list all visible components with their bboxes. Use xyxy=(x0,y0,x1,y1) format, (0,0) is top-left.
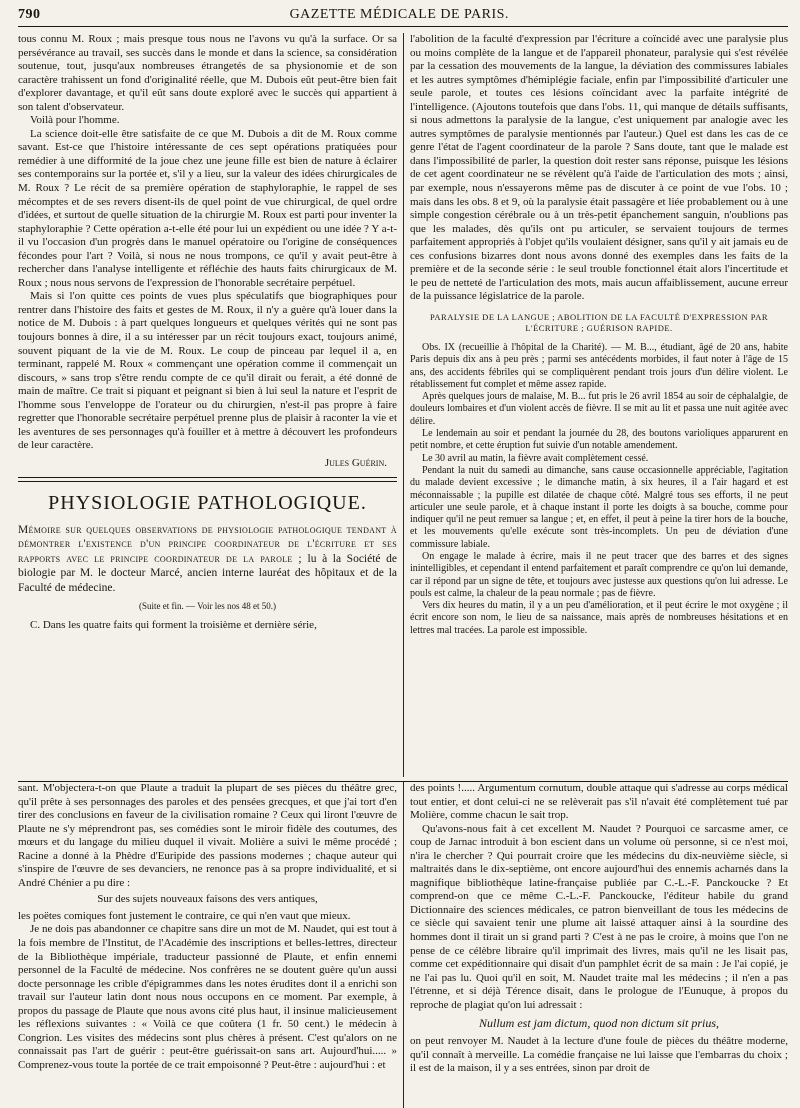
memoir-title-main: Mémoire sur quelques observations de physiologie pathologique tendant à démontrer l'existence d'un principe coordinateur de l'écriture et ses rapports avec le principe coordinateur de la parole ; xyxy=(18,523,397,565)
paragraph: des points !..... Argumentum cornutum, double attaque qui s'adresse au corps médical tout entier, et dont celui-ci ne se relèverait pas s'il n'avait été complètement tué par Molière, comme chacun le sait trop. xyxy=(410,782,788,822)
section-divider xyxy=(18,477,397,482)
paragraph: on peut renvoyer M. Naudet à la lecture d'une foule de pièces du théâtre moderne, qu'il connaît à merveille. La comédie française ne lui laisse que l'embarras du choix ; il est de la maison, il y a ses entrées, sinon par droit de xyxy=(410,1035,788,1075)
memoir-meta: (Suite et fin. — Voir les nos 48 et 50.) xyxy=(139,601,276,612)
paragraph: tous connu M. Roux ; mais presque tous nous ne l'avons vu qu'à la surface. Or sa persévérance au travail, ses succès dans le monde et dans la science, sa considération soutenue, tout, jusqu'aux nombreuses étrangetés de sa physionomie et de son caractère trahissent un fond d'originalité réelle, que M. Dubois eût peut-être bien fait d'explorer davantage, et qu'il eût sans doute exploré avec le succès qui appartient à son talent d'observateur. xyxy=(18,33,397,113)
author-signature: Jules Guérin. xyxy=(324,456,387,469)
page-header xyxy=(18,4,788,27)
latin-quote: Nullum est jam dictum, quod non dictum sit prius, xyxy=(479,1016,719,1031)
paragraph: Obs. IX (recueillie à l'hôpital de la Charité). — M. B..., étudiant, âgé de 20 ans, habite Paris depuis dix ans à peu près ; parmi ses antécédents morbides, il faut noter à l'âge de 15 ans, des accidents fébriles qui se compliquèrent pendant trois jours d'un délire violent. Le rétablissement fut complet et même assez rapide. xyxy=(410,341,788,390)
left-column-bottom xyxy=(18,782,403,1108)
left-column-top xyxy=(18,33,403,777)
upper-section xyxy=(18,33,788,777)
paragraph: Après quelques jours de malaise, M. B... fut pris le 26 avril 1854 au soir de céphalalgie, de douleurs lombaires et d'un violent accès de fièvre. Il se mit au lit et passa une nuit agitée avec délire. xyxy=(410,391,788,427)
right-column-top xyxy=(403,33,788,777)
paragraph: Pendant la nuit du samedi au dimanche, sans cause occasionnelle appréciable, l'agitation du malade devient excessive ; le dimanche matin, à six heures, il a l'air hagard et est méconnaissable ; la pupille est dilatée de chaque côté. Malgré tous ses efforts, il ne peut articuler une seule parole, et à chaque instant il porte les doigts à sa bouche, comme pour indiquer qu'il ne peut remuer sa langue ; et, en effet, il peut à peine la tirer hors de la bouche, et les mouvements qu'elle exécute sont très-incomplets. Un peu de déviation d'une commissure labiale. xyxy=(410,464,788,550)
paragraph: Mais si l'on quitte ces points de vues plus spéculatifs que biographiques pour rentrer dans l'histoire des faits et gestes de M. Roux, il n'y a guère qu'à louer dans la notice de M. Dubois : à part quelques longueurs et quelques vérités qui ne sont pas toujours bonnes à dire, il a su intéresser par un récit toujours exact, toujours animé, souvent piquant de la vie de M. Roux. Le coup de pinceau par lequel il a, en terminant, rappelé M. Roux « commençant une opération comme il commençait un discours, » sans trop s'être rendu compte de ce qu'il dirait ou ferait, a été donné de main de maître. Ce trait si piquant et peignant si bien à lui seul la nature et l'esprit de l'homme sous l'enveloppe de l'orateur ou du chirurgien, n'est-il pas propre à faire regretter que l'honorable secrétaire perpétuel prenne plus de plaisir à raconter la vie et les aventures de ses personnages qu'à fouiller et à mettre à découvert les profondeurs de leur caractère. xyxy=(18,290,397,452)
paragraph: sant. M'objectera-t-on que Plaute a traduit la plupart de ses pièces du théâtre grec, qu'il prête à ses personnages des paroles et des pensées grecques, et que j'ai tort d'en tirer des conclusions en faveur de la civilisation romaine ? Ceux qui liront l'œuvre de Plaute ne s'y méprendront pas, ses comédies sont le miroir fidèle des coutumes, des mœurs et du langage du milieu duquel il vivait. Molière a suivi le même procédé ; Racine a donné à la Phèdre d'Euripide des passions modernes ; chaque auteur qui s'inspire de l'œuvre de ses devanciers, ne renonce pas à sa propre individualité, et si André Chénier a pu dire : xyxy=(18,782,397,889)
right-column-bottom xyxy=(403,782,788,1108)
paragraph: Qu'avons-nous fait à cet excellent M. Naudet ? Pourquoi ce sarcasme amer, ce coup de Jarnac introduit à bon escient dans un volume où personne, si ce n'est moi, n'ira le chercher ? Qui pourrait croire que les médecins du dix-neuvième siècle, si maltraités dans le dix-septième, ont encore aujourd'hui des ennemis acharnés dans la magnifique bibliothèque latine-française publiée par C.-L.-F. Panckoucke ? Et comprend-on que ce même C.-L.-F. Panckoucke, l'éditeur habile du grand Dictionnaire des sciences médicales, ce patron bienveillant de tous les médecins de ce siècle qui savaient tenir une plume ait laissé attaquer ainsi à la sourdine des hommes dont il tirait un si grand parti ? C'est à ne pas le croire, à moins que l'on ne pense de ce célèbre libraire qu'il imprimait des livres, mais qu'il ne les lisait pas, comme cet expéditionnaire qui disait d'un pamphlet écrit de sa main : Je l'ai copié, je ne l'ai pas lu. Quoi qu'il en soit, M. Naudet traite mal les médecins ; il n'en a pas l'étrenne, et si déjà Térence disait, dans le prologue de l'Eunuque, à propos du reproche de plagiat qu'on lui adressait : xyxy=(410,822,788,1011)
paragraph: On engage le malade à écrire, mais il ne peut tracer que des barres et des signes inintelligibles, et cependant il entend parfaitement et paraît comprendre ce qu'on lui demande, car il répond par un signe de tête, et toujours avec justesse aux questions qu'on lui adresse. Le pouls est calme, la chaleur de la peau normale ; pas de fièvre. xyxy=(410,550,788,599)
paragraph: l'abolition de la faculté d'expression par l'écriture a coïncidé avec une paralysie plus ou moins complète de la langue et de l'appareil phonateur, paralysie qui s'est révélée par la cessation des mouvements de la langue, la déviation des commissures labiales et les autres symptômes d'hémiplégie faciale, enfin par l'impossibilité d'articuler une seule parole, et toutes ces lésions coïncidant avec la parfaite intégrité de l'intelligence. (Ajoutons toutefois que dans l'obs. 11, qui manque de détails suffisants, si nous admettons la paralysie de la langue, c'est uniquement par analogie avec les autres symptômes de paralysie mentionnés par l'auteur.) Quel est dans les cas de ce genre l'état de l'agent coordinateur de la parole ? Sans doute, tant que le malade est dans l'impossibilité de parler, la question doit rester sans réponse, puisque les lésions de cet agent coordinateur ne se révèlent qu'à l'aide de l'articulation des mots ; ainsi, par exemple, nous n'essayerons même pas de discuter à ce point de vue l'obs. 10 ; mais dans les obs. 8 et 9, où la paralysie était passagère et liée probablement ou à une simple congestion cérébrale ou à un très-petit épanchement sanguin, n'oublions pas que les malades, dès qu'ils ont pu articuler, se servaient toujours de termes parfaitement appropriés à l'objet qu'ils voulaient désigner, sans qu'il y ait jamais eu de ces confusions bizarres dont nous avons donné des exemples dans les faits de la première et de la seconde série : le seul trouble fonctionnel était alors l'incertitude et le peu de netteté de l'articulation des mots, mais aucun affaiblissement, aucune erreur de la puissance législatrice de la parole. xyxy=(410,33,788,303)
paragraph: Je ne dois pas abandonner ce chapitre sans dire un mot de M. Naudet, qui est tout à la fois membre de l'Institut, de l'Académie des inscriptions et belles-lettres, directeur de la Bibliothèque impériale, traducteur passionné de Plaute, et enfin ennemi personnel de la Faculté de médecine. Nos confrères ne se doutent guère qu'un aussi docte personnage les crible d'épigrammes dans les notes érudites dont il a enrichi son travail sur l'auteur latin dont nous nous occupons en ce moment. Par exemple, à propos du passage de Plaute que nous avons cité plus haut, il insinue malicieusement les réflexions suivantes : « Voilà ce que coûtera (1 fr. 50 cent.) le médecin à Congrion. Les visites des médecins sont plus chères à présent. C'est qu'alors on ne connaissait pas l'art de guérir : peut-être guérissait-on sans art. Aujourd'hui..... » Comprenez-vous toute la portée de ce trait empoisonné ? Peut-être : aujourd'hui : et xyxy=(18,923,397,1071)
paragraph: La science doit-elle être satisfaite de ce que M. Dubois a dit de M. Roux comme savant. Est-ce que l'histoire intéressante de ces sept opérations pratiquées pour remédier à une difformité de la joue chez une jeune fille est bien de nature à éclairer ses contemporains sur la portée et, s'il y a lieu, sur la valeur des idées chirurgicales de M. Roux ? Le récit de sa première opération de staphyloraphie, le rappel de ses mécomptes et de ses revers disent-ils de quel point de vue chirurgical, de quel ordre d'idées, et surtout de quelle situation de la chirurgie M. Roux est parti pour inventer la staphyloraphie ? Cette opération a-t-elle été pour lui un expédient ou une idée ? Y a-t-il vu l'occasion d'un progrès dans le manuel opératoire ou l'origine de conséquences fécondes pour l'art ? Voilà, si nous ne nous trompons, ce qu'il y avait peut-être à rechercher dans l'analyse intelligente et réfléchie des hauts faits chirurgicaux de M. Roux ; nous nous servons de l'expression de l'honorable secrétaire perpétuel. xyxy=(18,127,397,289)
paragraph: Voilà pour l'homme. xyxy=(30,114,120,127)
page-number: 790 xyxy=(18,7,41,22)
journal-title: GAZETTE MÉDICALE DE PARIS. xyxy=(289,7,509,22)
paragraph: Le 30 avril au matin, la fièvre avait complètement cessé. xyxy=(422,452,649,464)
paragraph: les poëtes comiques font justement le contraire, ce qui n'en vaut que mieux. xyxy=(18,909,351,922)
observation-text xyxy=(410,342,788,637)
memoir-title xyxy=(18,523,397,596)
observation-heading: PARALYSIE DE LA LANGUE ; ABOLITION DE LA FACULTÉ D'EXPRESSION PAR L'ÉCRITURE ; GUÉRISON RAPIDE. xyxy=(429,311,769,333)
lower-section xyxy=(18,782,788,1108)
memoir-title-rest: lu à la Société de biologie par M. le docteur Marcé, ancien interne lauréat des hôpitaux et de la Faculté de médecine. xyxy=(18,552,397,594)
paragraph: Vers dix heures du matin, il y a un peu d'amélioration, et il peut écrire le mot oxygène ; il écrit encore son nom, le lieu de sa naissance, mais après de nombreuses hésitations et en lettres mal tracées. La parole est impossible. xyxy=(410,600,788,636)
section-title: PHYSIOLOGIE PATHOLOGIQUE. xyxy=(48,491,367,514)
verse-line: Sur des sujets nouveaux faisons des vers antiques, xyxy=(97,893,318,906)
paragraph: Le lendemain au soir et pendant la journée du 28, des boutons varioliques apparurent en petit nombre, et cette éruption fut suivie d'un notable amendement. xyxy=(410,428,788,452)
paragraph: C. Dans les quatre faits qui forment la troisième et dernière série, xyxy=(30,619,317,632)
